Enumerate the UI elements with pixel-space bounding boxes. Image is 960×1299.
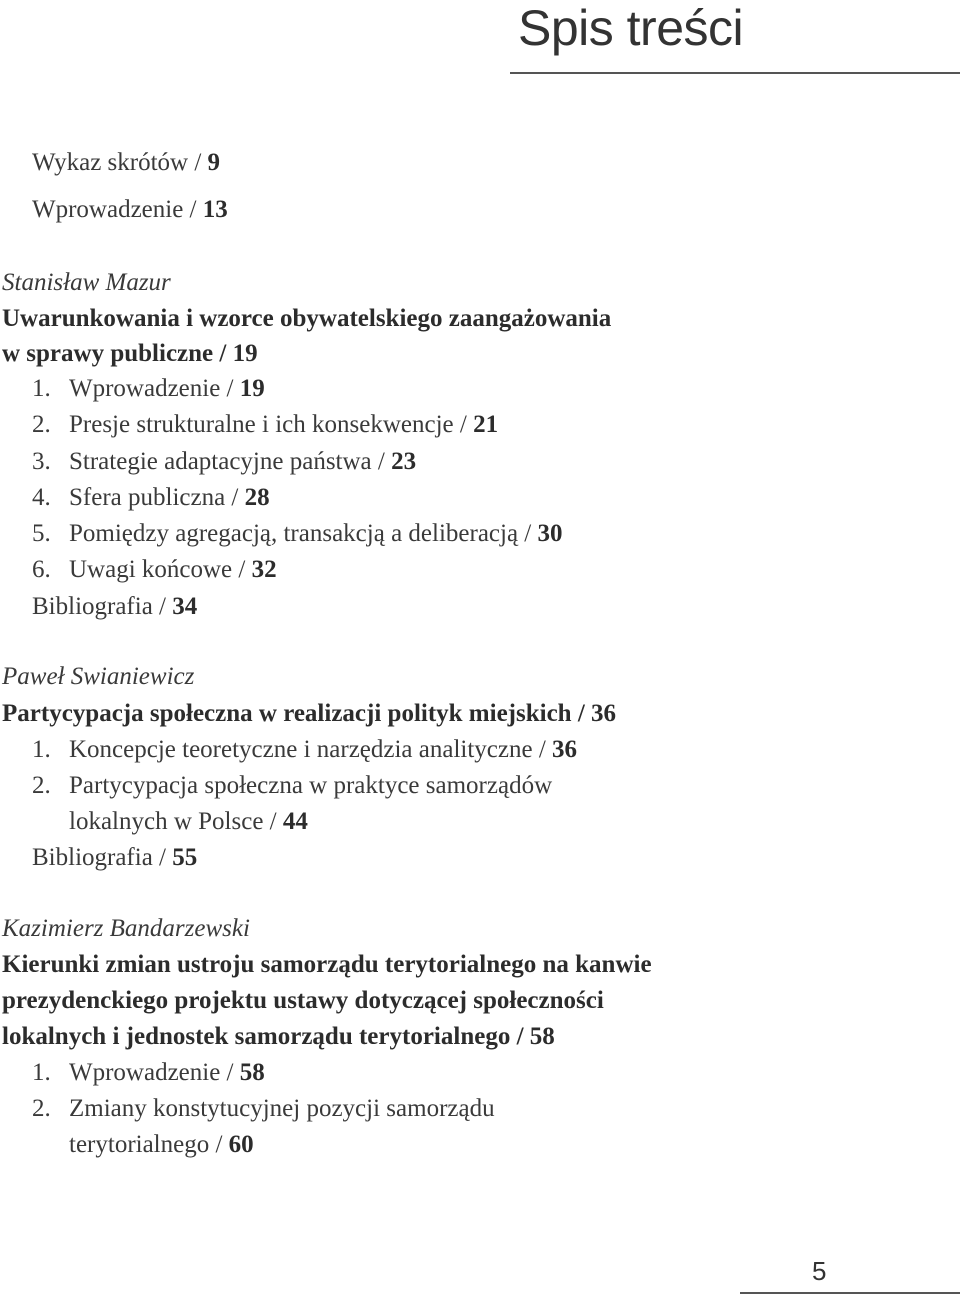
toc-item-page: 55 [172, 844, 198, 871]
section-heading-line[interactable]: w sprawy publiczne / 19 [2, 340, 258, 367]
section-author: Kazimierz Bandarzewski [2, 915, 250, 942]
toc-item-number: 5. [32, 520, 51, 547]
section-heading-line[interactable]: Kierunki zmian ustroju samorządu terytorialnego na kanwie [2, 951, 652, 978]
toc-item[interactable] [32, 1094, 495, 1124]
toc-bibliography[interactable] [32, 592, 197, 622]
toc-item[interactable] [32, 410, 498, 440]
page-number: 5 [812, 1256, 827, 1286]
toc-item-number: 1. [32, 1059, 51, 1086]
toc-item[interactable] [32, 447, 416, 477]
toc-item-label: Uwagi końcowe / [69, 556, 252, 583]
toc-item-label: Bibliografia / [32, 844, 173, 871]
toc-item[interactable] [32, 1058, 265, 1088]
section-heading-line[interactable]: lokalnych i jednostek samorządu terytorialnego / 58 [2, 1023, 555, 1050]
toc-item[interactable] [32, 735, 577, 765]
toc-item-label: Wprowadzenie / [69, 1059, 240, 1086]
toc-item-label: lokalnych w Polsce / [69, 808, 283, 835]
page-number-rule [740, 1292, 960, 1294]
toc-entry-label: Wprowadzenie / [32, 196, 203, 223]
section-heading-line[interactable]: Uwarunkowania i wzorce obywatelskiego zaangażowania [2, 305, 612, 332]
toc-item-page: 60 [228, 1131, 254, 1158]
toc-item-label: Zmiany konstytucyjnej pozycji samorządu [69, 1095, 495, 1122]
toc-entry-label: Wykaz skrótów / [32, 149, 208, 176]
title-rule [510, 72, 960, 74]
section-author: Stanisław Mazur [2, 269, 171, 296]
toc-item-page: 44 [282, 808, 308, 835]
toc-item[interactable] [32, 519, 563, 549]
section-heading-line[interactable]: Partycypacja społeczna w realizacji polityk miejskich / 36 [2, 700, 617, 727]
toc-item-continuation[interactable] [69, 1130, 254, 1160]
toc-item-label: Koncepcje teoretyczne i narzędzia analityczne / [69, 736, 553, 763]
toc-item-page: 30 [537, 520, 563, 547]
toc-item-number: 1. [32, 736, 51, 763]
toc-item-label: Partycypacja społeczna w praktyce samorządów [69, 772, 553, 799]
toc-item-number: 2. [32, 772, 51, 799]
toc-item-page: 19 [239, 375, 265, 402]
toc-item-page: 21 [473, 411, 499, 438]
toc-item-number: 2. [32, 411, 51, 438]
section-author: Paweł Swianiewicz [2, 663, 195, 690]
toc-entry-page: 9 [207, 149, 221, 176]
toc-entry-abbreviations[interactable] [32, 148, 220, 178]
toc-item-page: 36 [552, 736, 578, 763]
toc-item[interactable] [32, 771, 552, 801]
toc-item-label: Strategie adaptacyjne państwa / [69, 448, 392, 475]
toc-entry-page: 13 [202, 196, 228, 223]
toc-item-label: Pomiędzy agregacją, transakcją a deliberacją / [69, 520, 538, 547]
toc-item[interactable] [32, 555, 277, 585]
toc-item-number: 6. [32, 556, 51, 583]
toc-item-continuation[interactable] [69, 807, 308, 837]
toc-item-page: 34 [172, 593, 198, 620]
toc-item-number: 2. [32, 1095, 51, 1122]
toc-bibliography[interactable] [32, 843, 197, 873]
toc-item[interactable] [32, 374, 265, 404]
page-title: Spis treści [518, 0, 744, 56]
toc-item-number: 4. [32, 484, 51, 511]
toc-item-page: 28 [244, 484, 270, 511]
toc-item[interactable] [32, 483, 270, 513]
toc-item-label: Sfera publiczna / [69, 484, 245, 511]
toc-item-label: Bibliografia / [32, 593, 173, 620]
toc-item-page: 23 [391, 448, 417, 475]
toc-item-number: 3. [32, 448, 51, 475]
toc-item-page: 58 [239, 1059, 265, 1086]
toc-item-page: 32 [251, 556, 277, 583]
toc-entry-introduction[interactable] [32, 195, 228, 225]
toc-item-number: 1. [32, 375, 51, 402]
section-heading-line[interactable]: prezydenckiego projektu ustawy dotyczącej społeczności [2, 987, 604, 1014]
toc-item-label: Presje strukturalne i ich konsekwencje / [69, 411, 474, 438]
toc-item-label: terytorialnego / [69, 1131, 229, 1158]
toc-item-label: Wprowadzenie / [69, 375, 240, 402]
